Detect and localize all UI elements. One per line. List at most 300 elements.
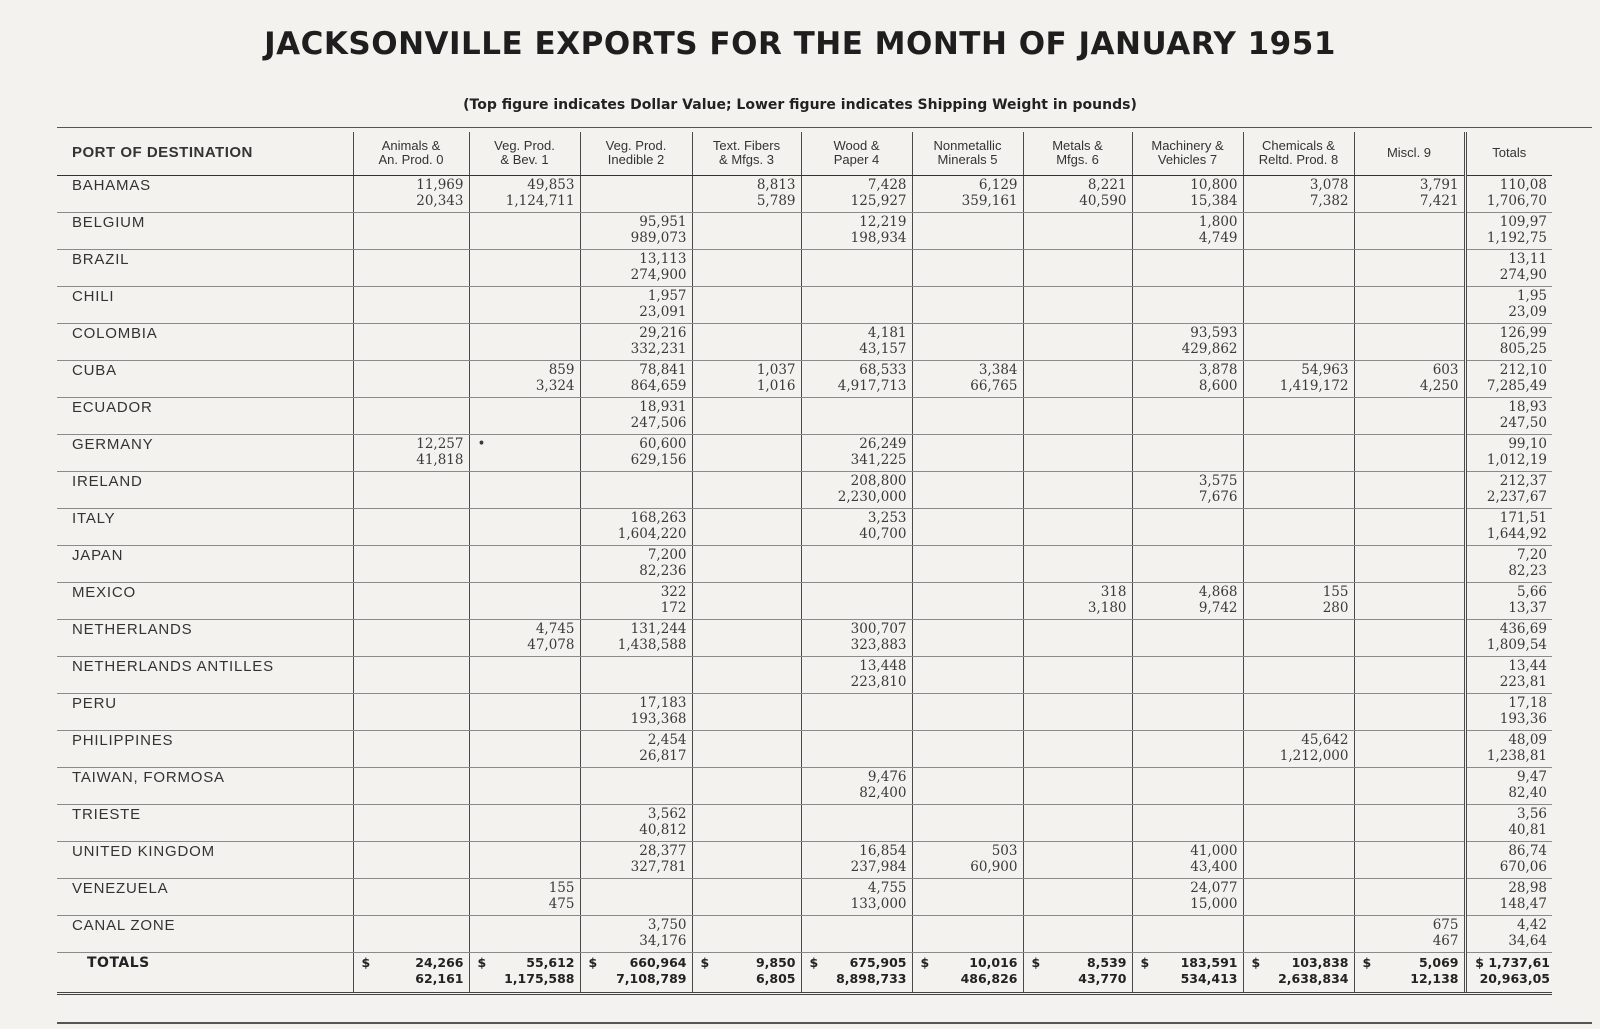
dollar-value: 24,077 (1190, 879, 1238, 896)
shipping-weight: 1,238,81 (1486, 747, 1547, 764)
value-cell (469, 360, 580, 397)
column-header (1132, 132, 1243, 175)
value-cell (469, 471, 580, 508)
dollar-value: 1,800 (1198, 213, 1238, 230)
dollar-value: 18,931 (639, 398, 687, 415)
value-cell (801, 693, 912, 730)
dollar-value: 300,707 (850, 620, 907, 637)
value-cell (353, 397, 469, 434)
dollar-value: 41,000 (1190, 842, 1238, 859)
shipping-weight: 82,400 (859, 784, 907, 801)
value-cell (1132, 397, 1243, 434)
shipping-weight: 2,230,000 (837, 488, 907, 505)
dollar-value: 6,129 (978, 176, 1018, 193)
value-cell (912, 286, 1023, 323)
value-cell (580, 915, 692, 952)
port-name: BRAZIL (57, 249, 353, 286)
value-cell (1023, 804, 1132, 841)
value-cell (912, 878, 1023, 915)
column-header-line1: Text. Fibers (712, 138, 781, 154)
value-cell (1023, 878, 1132, 915)
value-cell (912, 508, 1023, 545)
value-cell (1243, 434, 1354, 471)
row-total-cell (1465, 471, 1552, 508)
value-cell (469, 582, 580, 619)
dollar-value: 3,562 (647, 805, 687, 822)
value-cell (580, 545, 692, 582)
exports-table (57, 132, 1552, 995)
value-cell (580, 175, 692, 212)
value-cell (1243, 619, 1354, 656)
row-total-cell (1465, 693, 1552, 730)
table-row (57, 619, 1552, 656)
dollar-value: 4,868 (1198, 583, 1238, 600)
value-cell (1132, 286, 1243, 323)
column-header-line1: Veg. Prod. (494, 138, 555, 154)
table-row (57, 841, 1552, 878)
value-cell (1132, 249, 1243, 286)
dollar-value: 4,42 (1516, 916, 1547, 933)
total-dollar-value: 9,850 (755, 954, 796, 970)
shipping-weight: 4,917,713 (837, 377, 907, 394)
shipping-weight: 4,250 (1419, 377, 1459, 394)
dollar-value: 109,97 (1499, 213, 1547, 230)
value-cell (1243, 693, 1354, 730)
dollar-value: 4,755 (867, 879, 907, 896)
value-cell (1132, 175, 1243, 212)
port-name: BELGIUM (57, 212, 353, 249)
top-rule (57, 127, 1592, 128)
row-total-cell (1465, 656, 1552, 693)
value-cell (801, 175, 912, 212)
column-header-line2: & Mfgs. 3 (719, 152, 774, 168)
column-header (801, 132, 912, 175)
shipping-weight: 1,809,54 (1486, 636, 1547, 653)
value-cell (353, 360, 469, 397)
table-row (57, 730, 1552, 767)
shipping-weight: 467 (1432, 932, 1459, 949)
shipping-weight: 60,900 (970, 858, 1018, 875)
value-cell (353, 175, 469, 212)
value-cell (912, 249, 1023, 286)
dollar-value: 28,98 (1508, 879, 1547, 896)
value-cell (580, 730, 692, 767)
currency-symbol: $ (920, 954, 930, 970)
value-cell (580, 841, 692, 878)
value-cell (353, 434, 469, 471)
value-cell (912, 175, 1023, 212)
value-cell (1023, 286, 1132, 323)
value-cell (353, 286, 469, 323)
dollar-value: 13,448 (859, 657, 907, 674)
value-cell (801, 656, 912, 693)
dollar-value: 208,800 (850, 472, 907, 489)
value-cell (469, 693, 580, 730)
value-cell (580, 693, 692, 730)
value-cell (580, 471, 692, 508)
shipping-weight: 280 (1322, 599, 1349, 616)
value-cell (1023, 619, 1132, 656)
total-dollar-value: 55,612 (526, 954, 575, 970)
shipping-weight: 475 (548, 895, 575, 912)
port-name: VENEZUELA (57, 878, 353, 915)
dollar-value: 12,219 (859, 213, 907, 230)
value-cell (580, 582, 692, 619)
shipping-weight: 66,765 (970, 377, 1018, 394)
value-cell (692, 249, 801, 286)
value-cell (580, 397, 692, 434)
column-header (469, 132, 580, 175)
totals-cell (692, 952, 801, 993)
row-total-cell (1465, 323, 1552, 360)
value-cell (1354, 582, 1465, 619)
value-cell (1243, 175, 1354, 212)
table-row (57, 471, 1552, 508)
value-cell (353, 545, 469, 582)
shipping-weight: 247,506 (630, 414, 687, 431)
value-cell (801, 878, 912, 915)
value-cell (692, 804, 801, 841)
value-cell (912, 323, 1023, 360)
dollar-value: 318 (1100, 583, 1127, 600)
row-total-cell (1465, 730, 1552, 767)
value-cell (801, 915, 912, 952)
dollar-value: 86,74 (1508, 842, 1547, 859)
dollar-value: 3,56 (1516, 805, 1547, 822)
column-header-line2: Mfgs. 6 (1056, 152, 1099, 168)
value-cell (353, 767, 469, 804)
shipping-weight: 1,192,75 (1486, 229, 1547, 246)
totals-cell (1243, 952, 1354, 993)
value-cell (469, 175, 580, 212)
port-name: IRELAND (57, 471, 353, 508)
shipping-weight: 13,37 (1508, 599, 1547, 616)
shipping-weight: 223,810 (850, 673, 907, 690)
row-total-cell (1465, 841, 1552, 878)
value-cell (1132, 360, 1243, 397)
row-total-cell (1465, 878, 1552, 915)
shipping-weight: 7,382 (1309, 192, 1349, 209)
value-cell (1243, 841, 1354, 878)
value-cell (353, 693, 469, 730)
value-cell (1354, 249, 1465, 286)
value-cell (1354, 730, 1465, 767)
value-cell (580, 286, 692, 323)
port-name: TAIWAN, FORMOSA (57, 767, 353, 804)
value-cell (1023, 360, 1132, 397)
shipping-weight: 274,90 (1499, 266, 1547, 283)
dollar-value: 5,66 (1516, 583, 1547, 600)
dollar-value: 28,377 (639, 842, 687, 859)
totals-row (57, 952, 1552, 993)
row-total-cell (1465, 249, 1552, 286)
shipping-weight: 1,644,92 (1486, 525, 1547, 542)
shipping-weight: 327,781 (630, 858, 687, 875)
shipping-weight: 989,073 (630, 229, 687, 246)
column-header (353, 132, 469, 175)
shipping-weight: 629,156 (630, 451, 687, 468)
value-cell (1132, 212, 1243, 249)
value-cell (1023, 582, 1132, 619)
shipping-weight: 41,818 (416, 451, 464, 468)
value-cell (1243, 804, 1354, 841)
table-row (57, 397, 1552, 434)
page-subtitle: (Top figure indicates Dollar Value; Lower figure indicates Shipping Weight in pounds) (463, 97, 1137, 113)
value-cell (469, 841, 580, 878)
port-name: JAPAN (57, 545, 353, 582)
value-cell (692, 915, 801, 952)
shipping-weight: 148,47 (1499, 895, 1547, 912)
dollar-value: 3,750 (647, 916, 687, 933)
value-cell (801, 545, 912, 582)
shipping-weight: 34,176 (639, 932, 687, 949)
value-cell (469, 545, 580, 582)
dollar-value: 48,09 (1508, 731, 1547, 748)
shipping-weight: 1,706,70 (1486, 192, 1547, 209)
port-name: ITALY (57, 508, 353, 545)
shipping-weight: 193,368 (630, 710, 687, 727)
value-cell (1132, 804, 1243, 841)
column-header (580, 132, 692, 175)
value-cell (912, 730, 1023, 767)
value-cell (912, 582, 1023, 619)
value-cell (801, 582, 912, 619)
value-cell (1243, 878, 1354, 915)
value-cell (1132, 878, 1243, 915)
dollar-value: 168,263 (630, 509, 687, 526)
dollar-value: 3,878 (1198, 361, 1238, 378)
total-dollar-value: 103,838 (1291, 954, 1349, 970)
value-cell (1132, 693, 1243, 730)
value-cell (692, 730, 801, 767)
value-cell (1243, 323, 1354, 360)
value-cell (692, 878, 801, 915)
dollar-value: 8,221 (1087, 176, 1127, 193)
dollar-value: 155 (1322, 583, 1349, 600)
value-cell (1354, 212, 1465, 249)
table-row (57, 175, 1552, 212)
column-header-line1: Chemicals & (1262, 138, 1335, 154)
value-cell (580, 656, 692, 693)
shipping-weight: 1,012,19 (1486, 451, 1547, 468)
value-cell (801, 286, 912, 323)
value-cell (1354, 286, 1465, 323)
dollar-value: 78,841 (639, 361, 687, 378)
value-cell (580, 804, 692, 841)
column-header-line2: Minerals 5 (937, 152, 998, 168)
value-cell (912, 360, 1023, 397)
value-cell (1132, 582, 1243, 619)
row-total-cell (1465, 767, 1552, 804)
value-cell (1023, 175, 1132, 212)
column-header-line1: Nonmetallic (933, 138, 1002, 154)
total-dollar-value: 24,266 (415, 954, 464, 970)
value-cell (1132, 434, 1243, 471)
value-cell (801, 323, 912, 360)
value-cell (912, 841, 1023, 878)
dollar-value: 11,969 (416, 176, 464, 193)
shipping-weight: 23,091 (639, 303, 687, 320)
currency-symbol: $ (588, 954, 598, 970)
value-cell (801, 767, 912, 804)
shipping-weight: 40,590 (1079, 192, 1127, 209)
value-cell (912, 212, 1023, 249)
shipping-weight: 47,078 (527, 636, 575, 653)
value-cell (801, 360, 912, 397)
value-cell (801, 397, 912, 434)
shipping-weight: 1,438,588 (617, 636, 687, 653)
value-cell (580, 323, 692, 360)
total-shipping-weight: 534,413 (1180, 970, 1238, 986)
dollar-value: 68,533 (859, 361, 907, 378)
dollar-value: 675 (1432, 916, 1459, 933)
value-cell (469, 915, 580, 952)
row-total-cell (1465, 360, 1552, 397)
table-header-row (57, 132, 1552, 175)
shipping-weight: 341,225 (850, 451, 907, 468)
dollar-value: 3,253 (867, 509, 907, 526)
table-row (57, 915, 1552, 952)
total-dollar-value: 183,591 (1180, 954, 1238, 970)
row-total-cell (1465, 804, 1552, 841)
value-cell (692, 545, 801, 582)
value-cell (692, 360, 801, 397)
total-dollar-value: 675,905 (849, 954, 907, 970)
value-cell (469, 249, 580, 286)
currency-symbol: $ (1362, 954, 1372, 970)
port-name: PHILIPPINES (57, 730, 353, 767)
value-cell (801, 619, 912, 656)
value-cell (1243, 397, 1354, 434)
value-cell (353, 471, 469, 508)
table-row (57, 545, 1552, 582)
row-total-cell (1465, 434, 1552, 471)
shipping-weight: 82,23 (1508, 562, 1547, 579)
row-total-cell (1465, 286, 1552, 323)
dollar-value: 212,37 (1499, 472, 1547, 489)
port-name: COLOMBIA (57, 323, 353, 360)
port-name: CHILI (57, 286, 353, 323)
shipping-weight: 26,817 (639, 747, 687, 764)
dollar-value: 1,95 (1516, 287, 1547, 304)
value-cell (1023, 508, 1132, 545)
value-cell (1354, 323, 1465, 360)
shipping-weight: 23,09 (1508, 303, 1547, 320)
dollar-value: 12,257 (416, 435, 464, 452)
shipping-weight: 198,934 (850, 229, 907, 246)
value-cell (1243, 212, 1354, 249)
dollar-value: 95,951 (639, 213, 687, 230)
value-cell (912, 545, 1023, 582)
value-cell (692, 212, 801, 249)
value-cell (912, 471, 1023, 508)
dollar-value: 9,476 (867, 768, 907, 785)
totals-cell (1465, 952, 1552, 993)
port-name: TRIESTE (57, 804, 353, 841)
shipping-weight: 2,237,67 (1486, 488, 1547, 505)
table-row (57, 656, 1552, 693)
table-row (57, 508, 1552, 545)
value-cell (353, 323, 469, 360)
value-cell (1243, 582, 1354, 619)
value-cell (1023, 693, 1132, 730)
value-cell (1354, 360, 1465, 397)
value-cell (353, 508, 469, 545)
shipping-weight: 40,812 (639, 821, 687, 838)
currency-symbol: $ (700, 954, 710, 970)
column-header-line1: Animals & (381, 138, 441, 154)
value-cell (692, 508, 801, 545)
value-cell (1132, 619, 1243, 656)
totals-cell (469, 952, 580, 993)
value-cell (801, 434, 912, 471)
table-row (57, 878, 1552, 915)
dollar-value: 503 (991, 842, 1018, 859)
dollar-value: 1,037 (756, 361, 796, 378)
port-name: CANAL ZONE (57, 915, 353, 952)
column-header (912, 132, 1023, 175)
port-name: NETHERLANDS ANTILLES (57, 656, 353, 693)
value-cell (580, 619, 692, 656)
column-header-line1: Machinery & (1151, 138, 1224, 154)
column-header-line2: An. Prod. 0 (378, 152, 444, 168)
dollar-value: 17,183 (639, 694, 687, 711)
column-header-line1: Totals (1492, 145, 1527, 161)
value-cell (469, 619, 580, 656)
value-cell (692, 841, 801, 878)
shipping-weight: 323,883 (850, 636, 907, 653)
value-cell (801, 471, 912, 508)
value-cell (801, 508, 912, 545)
value-cell (912, 804, 1023, 841)
column-header (1354, 132, 1465, 175)
value-cell (1243, 915, 1354, 952)
table-row (57, 767, 1552, 804)
value-cell (469, 730, 580, 767)
value-cell (353, 619, 469, 656)
value-cell (1243, 656, 1354, 693)
total-dollar-value: $ 1,737,61 (1475, 954, 1550, 970)
value-cell (580, 767, 692, 804)
column-header-line2: & Bev. 1 (500, 152, 549, 168)
dollar-value: 4,181 (867, 324, 907, 341)
value-cell (1243, 249, 1354, 286)
dollar-value: 322 (660, 583, 687, 600)
value-cell (580, 249, 692, 286)
value-cell (1354, 767, 1465, 804)
shipping-weight: 133,000 (850, 895, 907, 912)
total-dollar-value: 8,539 (1086, 954, 1127, 970)
value-cell (1023, 730, 1132, 767)
dollar-value: 1,957 (647, 287, 687, 304)
value-cell (353, 915, 469, 952)
page-title: JACKSONVILLE EXPORTS FOR THE MONTH OF JANUARY 1951 (264, 26, 1336, 62)
dollar-value: 859 (548, 361, 575, 378)
dollar-value: 7,428 (867, 176, 907, 193)
dollar-value: 54,963 (1301, 361, 1349, 378)
dollar-value: 603 (1432, 361, 1459, 378)
value-cell (692, 323, 801, 360)
shipping-weight: 223,81 (1499, 673, 1547, 690)
shipping-weight: 125,927 (850, 192, 907, 209)
value-cell (912, 656, 1023, 693)
column-header-line1: Miscl. 9 (1386, 145, 1432, 161)
port-name: NETHERLANDS (57, 619, 353, 656)
totals-cell (1132, 952, 1243, 993)
value-cell (580, 212, 692, 249)
totals-cell (580, 952, 692, 993)
value-cell (1243, 545, 1354, 582)
